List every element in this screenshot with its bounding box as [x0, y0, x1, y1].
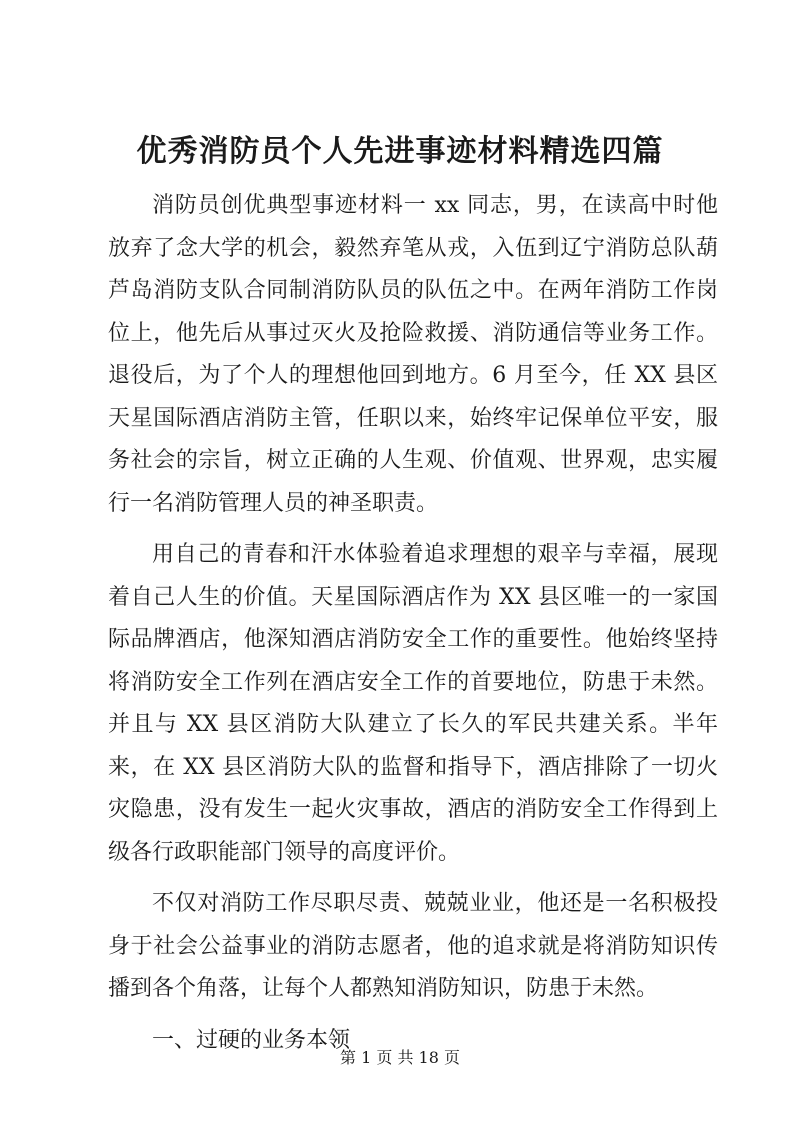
document-body	[108, 185, 718, 1062]
page-footer: 第 1 页 共 18 页	[340, 1048, 460, 1067]
paragraph: 消防员创优典型事迹材料一 xx 同志，男，在读高中时他放弃了念大学的机会，毅然弃笔从戎，入伍到辽宁消防总队葫芦岛消防支队合同制消防队员的队伍之中。在两年消防工作岗位上，他先后从事过灭火及抢险救援、消防通信等业务工作。退役后，为了个人的理想他回到地方。6 月至今，任 XX 县区天星国际酒店消防主管，任职以来，始终牢记保单位平安，服务社会的宗旨，树立正确的人生观、价值观、世界观，忠实履行一名消防管理人员的神圣职责。	[108, 193, 718, 516]
document-title: 优秀消防员个人先进事迹材料精选四篇	[136, 134, 664, 169]
paragraph: 不仅对消防工作尽职尽责、兢兢业业，他还是一名积极投身于社会公益事业的消防志愿者，他的追求就是将消防知识传播到各个角落，让每个人都熟知消防知识，防患于未然。	[108, 891, 718, 1001]
paragraph: 用自己的青春和汗水体验着追求理想的艰辛与幸福，展现着自己人生的价值。天星国际酒店作为 XX 县区唯一的一家国际品牌酒店，他深知酒店消防安全工作的重要性。他始终坚持将消防安全工作列在酒店安全工作的首要地位，防患于未然。并且与 XX 县区消防大队建立了长久的军民共建关系。半年来，在 XX 县区消防大队的监督和指导下，酒店排除了一切火灾隐患，没有发生一起火灾事故，酒店的消防安全工作得到上级各行政职能部门领导的高度评价。	[108, 542, 718, 865]
section-heading: 一、过硬的业务本领	[152, 1027, 351, 1053]
